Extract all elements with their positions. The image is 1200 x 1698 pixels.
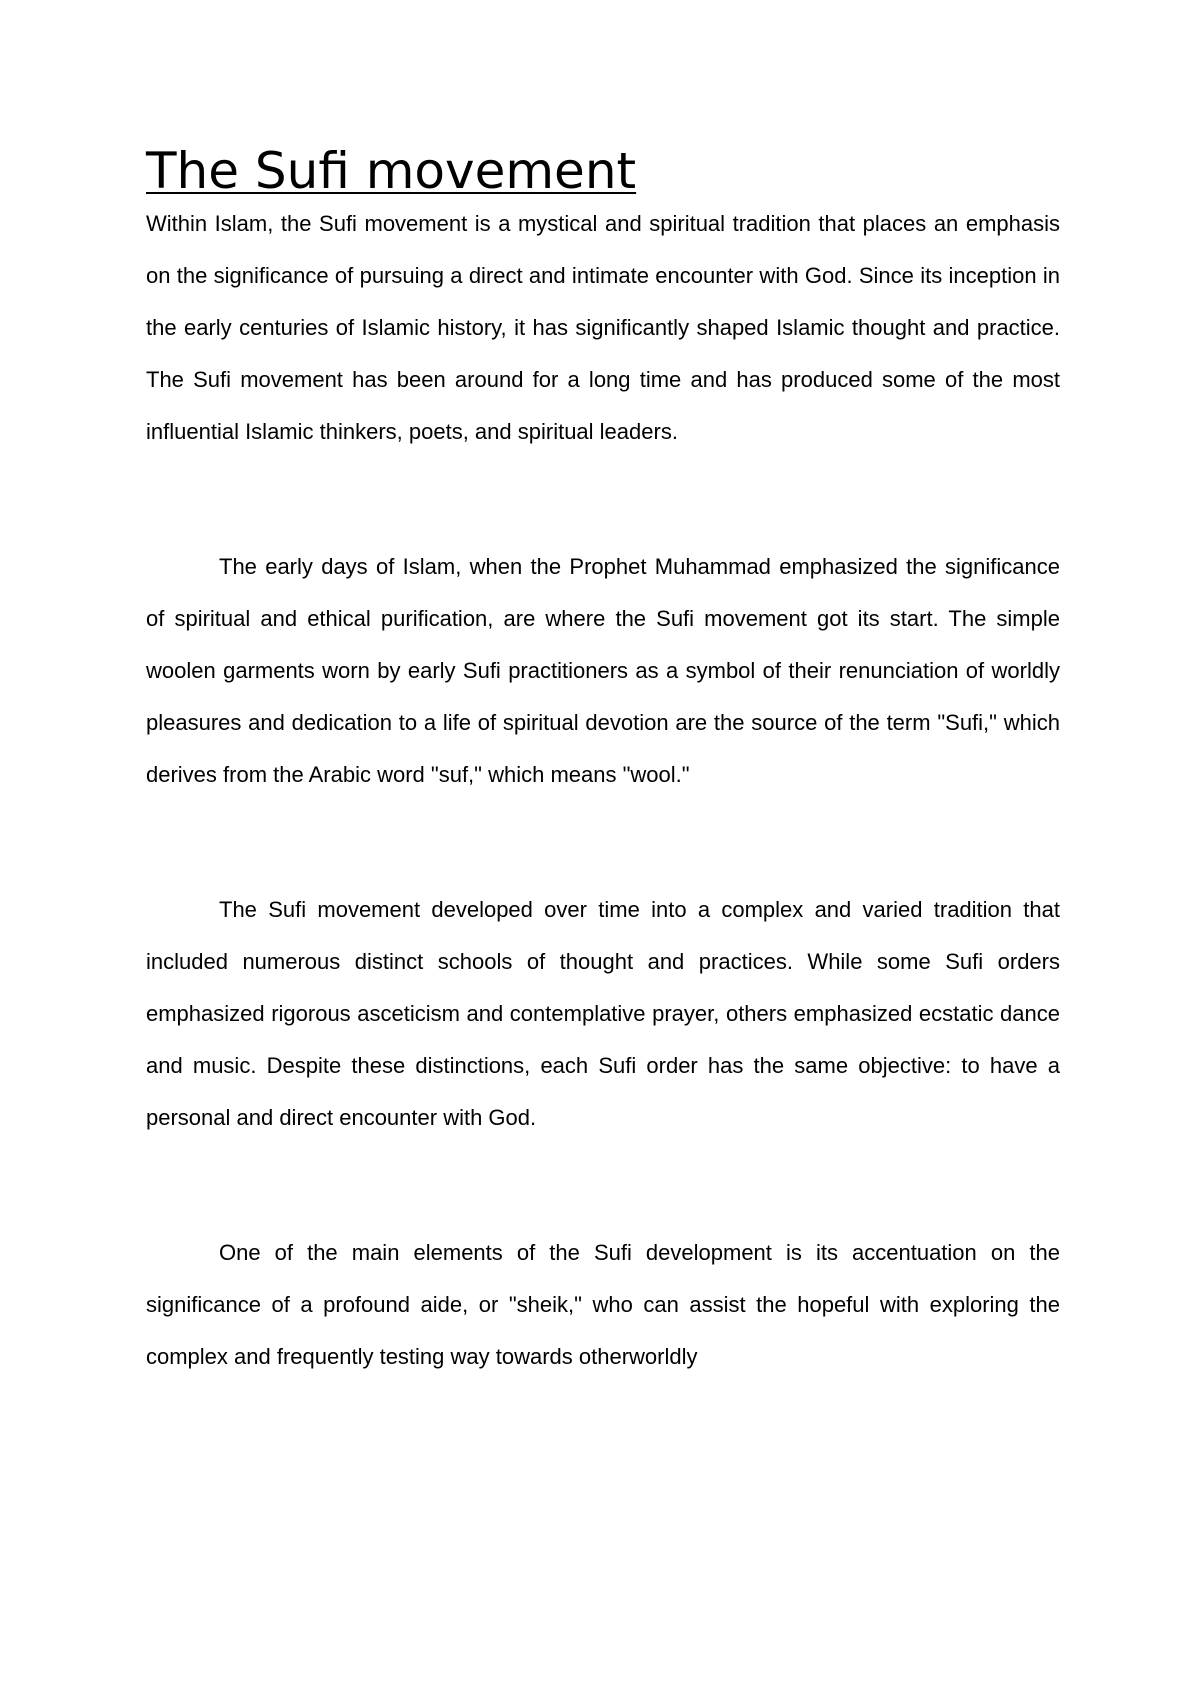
document-title: The Sufi movement xyxy=(146,142,637,200)
document-body xyxy=(146,140,1060,1383)
paragraph-development: The Sufi movement developed over time into a complex and varied tradition that included numerous distinct schools of thought and practices. While some Sufi orders emphasized rigorous asceticism and contemplative prayer, others emphasized ecstatic dance and music. Despite these distinctions, each Sufi order has the same objective: to have a personal and direct encounter with God. xyxy=(146,897,1060,1130)
paragraph-origins: The early days of Islam, when the Prophet Muhammad emphasized the significance of spiritual and ethical purification, are where the Sufi movement got its start. The simple woolen garments worn by early Sufi practitioners as a symbol of their renunciation of worldly pleasures and dedication to a life of spiritual devotion are the source of the term "Sufi," which derives from the Arabic word "suf," which means "wool." xyxy=(146,554,1060,787)
paragraph-sheik: One of the main elements of the Sufi development is its accentuation on the significance of a profound aide, or "sheik," who can assist the hopeful with exploring the complex and frequently testing way towards otherworldly xyxy=(146,1240,1060,1369)
paragraph-intro: Within Islam, the Sufi movement is a mystical and spiritual tradition that places an emphasis on the significance of pursuing a direct and intimate encounter with God. Since its inception in the early centuries of Islamic history, it has significantly shaped Islamic thought and practice. The Sufi movement has been around for a long time and has produced some of the most influential Islamic thinkers, poets, and spiritual leaders. xyxy=(146,211,1060,444)
